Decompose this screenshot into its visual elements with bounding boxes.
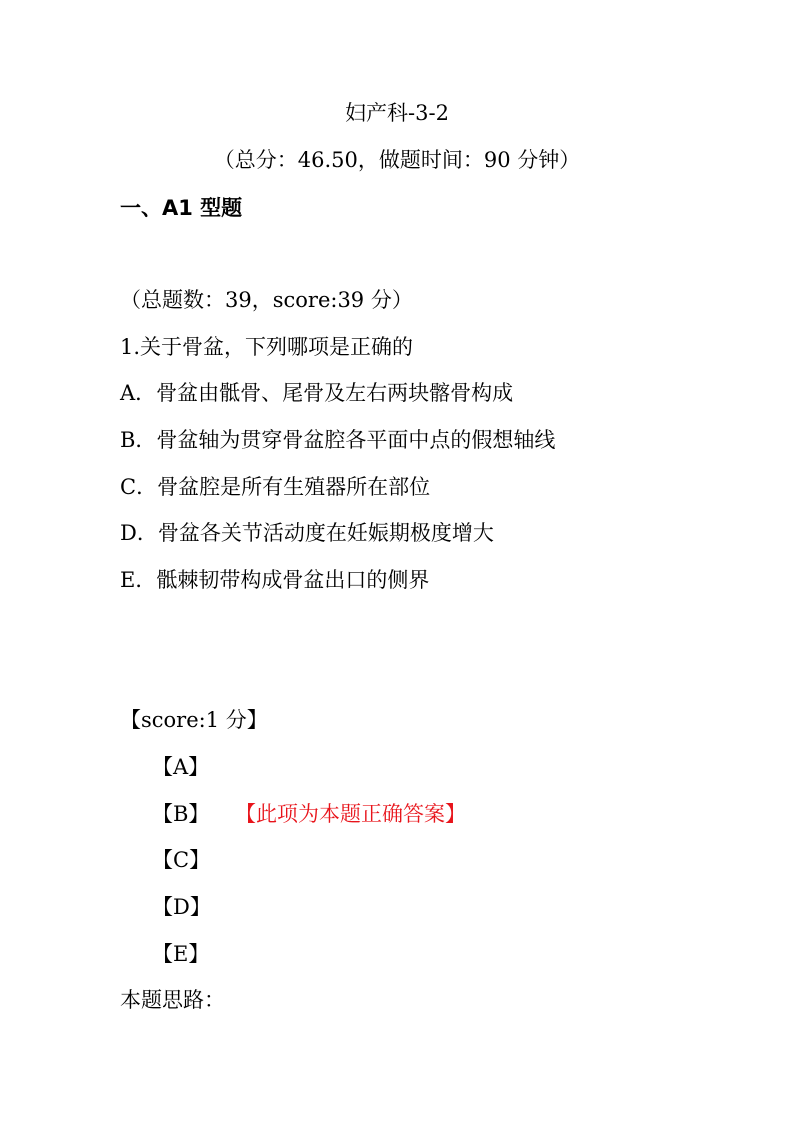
section-heading: 一、A1 型题 — [120, 196, 243, 220]
question-option-d: D．骨盆各关节活动度在妊娠期极度增大 — [120, 521, 494, 545]
question-option-a: A．骨盆由骶骨、尾骨及左右两块髂骨构成 — [120, 381, 514, 405]
question-score: 【score:1 分】 — [120, 708, 268, 732]
page-title: 妇产科-3-2 — [345, 101, 449, 125]
analysis-label: 本题思路： — [120, 988, 225, 1012]
question-option-c: C．骨盆腔是所有生殖器所在部位 — [120, 475, 431, 499]
section-summary: （总题数：39，score:39 分） — [120, 288, 413, 312]
correct-answer-note: 【此项为本题正确答案】 — [235, 802, 466, 826]
page-subtitle: （总分：46.50，做题时间：90 分钟） — [213, 148, 581, 172]
answer-choice-c: 【C】 — [152, 848, 211, 872]
answer-choice-b: 【B】 — [152, 802, 210, 826]
answer-choice-e: 【E】 — [152, 942, 210, 966]
answer-choice-a: 【A】 — [152, 755, 210, 779]
question-stem: 1.关于骨盆，下列哪项是正确的 — [120, 335, 414, 359]
question-option-b: B．骨盆轴为贯穿骨盆腔各平面中点的假想轴线 — [120, 428, 556, 452]
question-option-e: E．骶棘韧带构成骨盆出口的侧界 — [120, 568, 430, 592]
answer-choice-d: 【D】 — [152, 895, 211, 919]
